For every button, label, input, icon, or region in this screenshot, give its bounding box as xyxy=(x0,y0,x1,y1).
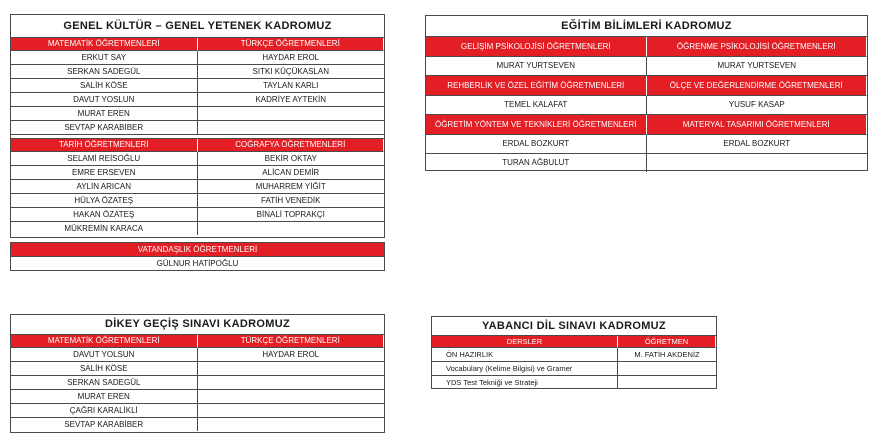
tarih-cografya-table xyxy=(11,139,384,235)
egitim-table xyxy=(426,37,867,172)
panel-title: EĞİTİM BİLİMLERİ KADROMUZ xyxy=(426,16,867,37)
teacher-cell: DAVUT YOLSUN xyxy=(11,348,198,362)
teacher-cell: DAVUT YOSLUN xyxy=(11,93,198,107)
teacher-cell: KADRİYE AYTEKİN xyxy=(198,93,385,107)
egitim-bilimleri-panel xyxy=(425,15,868,171)
yabanci-dil-panel xyxy=(431,316,717,389)
teacher-cell: FATİH VENEDİK xyxy=(198,194,385,208)
panel-title: GENEL KÜLTÜR – GENEL YETENEK KADROMUZ xyxy=(11,15,384,38)
teacher-cell: HAKAN ÖZATEŞ xyxy=(11,208,198,222)
teacher-cell: HAYDAR EROL xyxy=(198,51,385,65)
column-header: MATERYAL TASARIMI ÖĞRETMENLERİ xyxy=(647,115,868,135)
course-cell: Vocabulary (Kelime Bilgisi) ve Gramer xyxy=(432,362,618,376)
mat-turkce-table xyxy=(11,38,384,135)
teacher-cell: MURAT EREN xyxy=(11,390,198,404)
vatandaslik-panel xyxy=(10,242,385,271)
teacher-cell: ERKUT SAY xyxy=(11,51,198,65)
teacher-cell xyxy=(198,404,385,418)
teacher-cell: EMRE ERSEVEN xyxy=(11,166,198,180)
teacher-cell: SALİH KÖSE xyxy=(11,79,198,93)
dgs-table xyxy=(11,335,384,431)
teacher-cell xyxy=(198,362,385,376)
teacher-cell: AYLİN ARICAN xyxy=(11,180,198,194)
column-header: ÖĞRETMEN xyxy=(618,336,716,348)
column-header: REHBERLİK VE ÖZEL EĞİTİM ÖĞRETMENLERİ xyxy=(426,76,647,96)
teacher-cell: SEVTAP KARABİBER xyxy=(11,418,198,431)
teacher-cell xyxy=(618,362,716,376)
teacher-cell xyxy=(198,418,385,431)
teacher-cell: ÇAĞRI KARALİKLİ xyxy=(11,404,198,418)
teacher-cell xyxy=(618,376,716,389)
teacher-cell: TEMEL KALAFAT xyxy=(426,96,647,115)
teacher-cell: SITKI KÜÇÜKASLAN xyxy=(198,65,385,79)
column-header: GELİŞİM PSİKOLOJİSİ ÖĞRETMENLERİ xyxy=(426,37,647,57)
teacher-cell: SELAMİ REİSOĞLU xyxy=(11,152,198,166)
teacher-cell: SERKAN SADEGÜL xyxy=(11,65,198,79)
column-header: TÜRKÇE ÖĞRETMENLERİ xyxy=(198,38,385,51)
teacher-cell: ERDAL BOZKURT xyxy=(426,135,647,154)
dikey-gecis-panel xyxy=(10,314,385,433)
column-header: DERSLER xyxy=(432,336,618,348)
teacher-cell xyxy=(198,390,385,404)
teacher-cell: HÜLYA ÖZATEŞ xyxy=(11,194,198,208)
teacher-cell: TURAN AĞBULUT xyxy=(426,154,647,172)
column-header: ÖLÇE VE DEĞERLENDİRME ÖĞRETMENLERİ xyxy=(647,76,868,96)
column-header: COĞRAFYA ÖĞRETMENLERİ xyxy=(198,139,385,152)
teacher-cell: MURAT YURTSEVEN xyxy=(647,57,868,76)
genel-kultur-panel xyxy=(10,14,385,238)
teacher-cell: TAYLAN KARLI xyxy=(198,79,385,93)
teacher-cell xyxy=(198,107,385,121)
teacher-cell: ALİCAN DEMİR xyxy=(198,166,385,180)
panel-title: YABANCI DİL SINAVI KADROMUZ xyxy=(432,317,716,336)
course-cell: ÖN HAZIRLIK xyxy=(432,348,618,362)
teacher-cell: SEVTAP KARABİBER xyxy=(11,121,198,135)
yds-table xyxy=(432,336,716,389)
column-header: ÖĞRETİM YÖNTEM VE TEKNİKLERİ ÖĞRETMENLERİ xyxy=(426,115,647,135)
column-header: MATEMATİK ÖĞRETMENLERİ xyxy=(11,335,198,348)
teacher-cell: SALİH KÖSE xyxy=(11,362,198,376)
teacher-cell: YUSUF KASAP xyxy=(647,96,868,115)
teacher-cell xyxy=(198,222,385,235)
column-header: TARİH ÖĞRETMENLERİ xyxy=(11,139,198,152)
teacher-cell: MURAT EREN xyxy=(11,107,198,121)
teacher-cell: MÜKREMİN KARACA xyxy=(11,222,198,235)
teacher-cell xyxy=(647,154,868,172)
column-header: VATANDAŞLIK ÖĞRETMENLERİ xyxy=(11,243,384,257)
teacher-cell xyxy=(198,376,385,390)
column-header: ÖĞRENME PSİKOLOJİSİ ÖĞRETMENLERİ xyxy=(647,37,868,57)
panel-title: DİKEY GEÇİŞ SINAVI KADROMUZ xyxy=(11,315,384,335)
teacher-cell: MURAT YURTSEVEN xyxy=(426,57,647,76)
teacher-cell: HAYDAR EROL xyxy=(198,348,385,362)
teacher-cell: M. FATİH AKDENİZ xyxy=(618,348,716,362)
teacher-cell: GÜLNUR HATİPOĞLU xyxy=(156,259,239,268)
teacher-cell: SERKAN SADEGÜL xyxy=(11,376,198,390)
teacher-cell: BEKİR OKTAY xyxy=(198,152,385,166)
teacher-cell: ERDAL BOZKURT xyxy=(647,135,868,154)
teacher-cell: MUHARREM YİĞİT xyxy=(198,180,385,194)
column-header: MATEMATİK ÖĞRETMENLERİ xyxy=(11,38,198,51)
teacher-cell: BİNALİ TOPRAKÇI xyxy=(198,208,385,222)
teacher-cell xyxy=(198,121,385,135)
column-header: TÜRKÇE ÖĞRETMENLERİ xyxy=(198,335,385,348)
course-cell: YDS Test Tekniği ve Strateji xyxy=(432,376,618,389)
